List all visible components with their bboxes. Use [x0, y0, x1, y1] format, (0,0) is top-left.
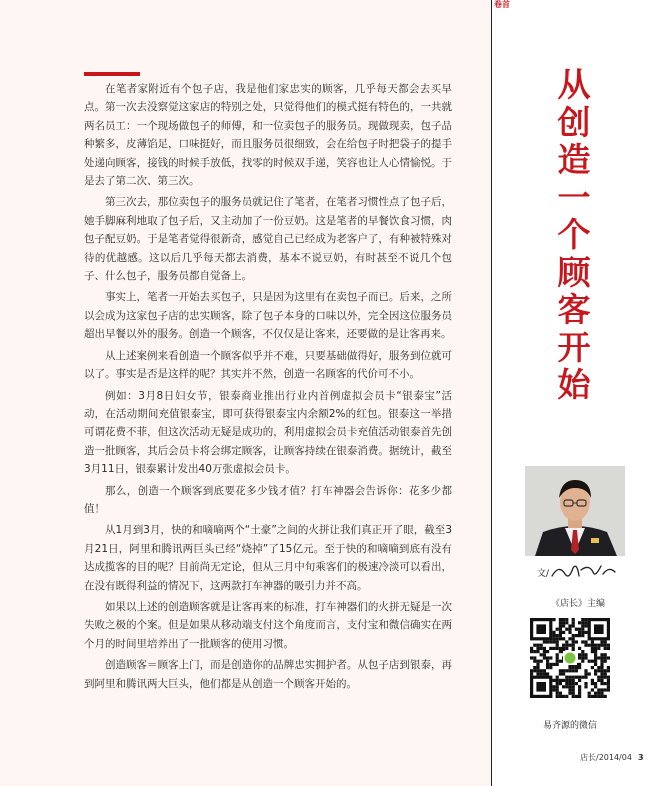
paragraph: 第三次去，那位卖包子的服务员就记住了笔者，在笔者习惯性点了包子后，她手脚麻利地取了包子后，又主动加了一份豆奶。这是笔者的早餐饮食习惯，肉包子配豆奶。于是笔者觉得很新奇，感觉自己已经成为老客户了，有种被特殊对待的优越感。这以后几乎每天都去消费，基本不说豆奶，有时甚至不说几个包子、什么包子，服务员都自觉备上。 [84, 196, 452, 283]
paragraph: 那么，创造一个顾客到底要花多少钱才值？打车神器会告诉你：花多少都值！ [84, 484, 452, 515]
author-title: 《店长》主编 [550, 599, 605, 609]
qr-caption: 易齐源的微信 [542, 721, 597, 731]
paragraph: 在笔者家附近有个包子店，我是他们家忠实的顾客，几乎每天都会去买早点。第一次去没察觉这家店的特别之处，只觉得他们的模式挺有特色的，一共就两名员工：一个现场做包子的师傅，和一位卖包子的服务员。现做现卖，包子品种繁多，皮薄馅足，口味挺好，而且服务员很细致，会在给包子时把袋子的提手处递向顾客，接钱的时候手放低，找零的时候双手递，笑容也让人心情愉悦。于是去了第二次、第三次。 [84, 83, 452, 188]
paragraph: 事实上，笔者一开始去买包子，只是因为这里有在卖包子而已。后来，之所以会成为这家包子店的忠实顾客，除了包子本身的口味以外，完全因这位服务员超出早餐以外的服务。创造一个顾客，不仅仅是让客来，还要做的是让客再来。 [84, 291, 452, 341]
author-signature [549, 560, 619, 588]
page-title: 从创造一个顾客开始 [557, 65, 591, 404]
paragraph: 从上述案例来看创造一个顾客似乎并不难，只要基础做得好，服务到位就可以了。事实是否是这样的呢？其实并不然，创造一名顾客的代价可不小。 [84, 349, 452, 381]
paragraph: 如果以上述的创造顾客就是让客再来的标准，打车神器们的火拼无疑是一次失败之极的个案。但是如果从移动端支付这个角度而言，支付宝和微信确实在两个月的时间里培养出了一批顾客的使用习惯。 [84, 600, 452, 650]
paragraph: 例如：3月8日妇女节，银泰商业推出行业内首例虚拟会员卡“银泰宝”活动，在活动期间充值银泰宝，即可获得银泰宝内余额2%的红包。银泰这一举措可谓花费不菲，但这次活动无疑是成功的，利用虚拟会员卡充值活动银泰首先创造一批顾客，其后会员卡将会绑定顾客，让顾客持续在银泰消费。据统计，截至3月11日，银泰累计发出40万张虚拟会员卡。 [84, 389, 452, 476]
author-byline: 文/ [537, 569, 550, 579]
qr-code [530, 618, 610, 698]
issue-label: 店长/2014/04 [580, 753, 632, 762]
paragraph: 从1月到3月，快的和嘀嘀两个“土豪”之间的火拼让我们真正开了眼，截至3月21日，阿里和腾讯两巨头已经“烧掉”了15亿元。至于快的和嘀嘀到底有没有达成揽客的目的呢？目前尚无定论，但从三月中旬乘客们的极速冷淡可以看出，在没有既得利益的情况下，这两款打车神器的吸引力并不高。 [84, 524, 452, 592]
author-photo [525, 466, 625, 556]
section-tag: 卷首 [494, 0, 510, 9]
page-number: 3 [637, 753, 644, 762]
accent-bar [84, 72, 140, 76]
paragraph: 创造顾客＝顾客上门，而是创造你的品牌忠实拥护者。从包子店到银泰，再到阿里和腾讯两大巨头，他们都是从创造一个顾客开始的。 [84, 659, 452, 690]
page-footer [580, 752, 644, 763]
column-divider [491, 0, 492, 786]
article-body [84, 80, 452, 696]
